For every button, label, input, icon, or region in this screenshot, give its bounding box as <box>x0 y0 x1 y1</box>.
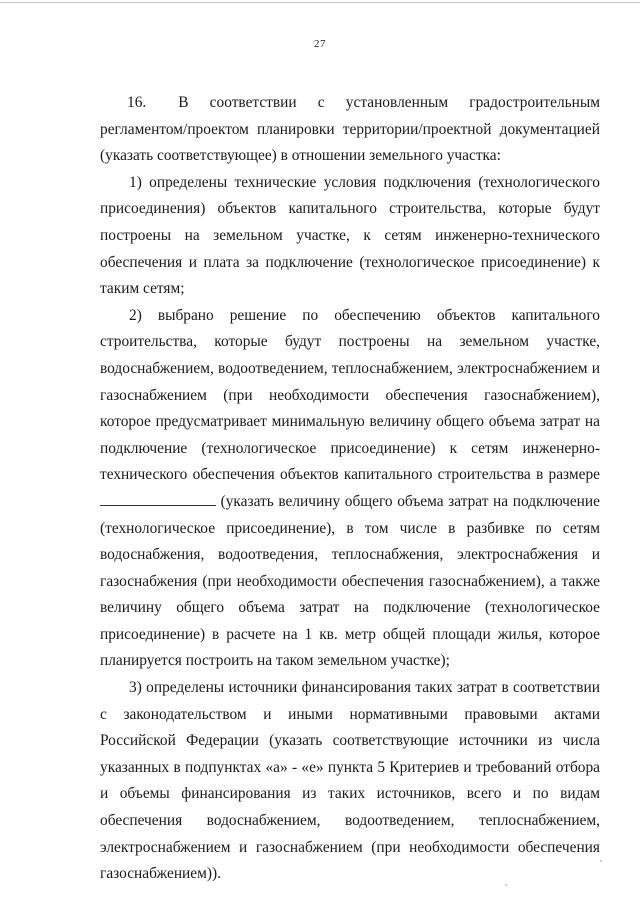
page-number: 27 <box>314 38 326 50</box>
item-1: 1) определены технические условия подключения (технологического присоединения) объектов капитального строительства, которые будут построены на земельном участке, к сетям инженерно-технического обеспечения и плата за подключение (технологическое присоединение) к таким сетям; <box>100 173 600 298</box>
paragraph-16-text: В соответствии с установленным градостроительным регламентом/проектом планировки территории/проектной документацией (указать соответствующее) в отношении земельного участка: <box>100 94 600 165</box>
item-3: 3) определены источники финансирования таких затрат в соответствии с законодательством и иными нормативными правовыми актами Российской Федерации (указать соответствующие источники из числа указанных в подпунктах «а» - «е» пункта 5 Критериев и требований отбора и объемы финансирования из таких источников, всего и по видам обеспечения водоснабжением, водоотведением, теплоснабжением, электроснабжением и газоснабжением (при необходимости обеспечения газоснабжением)). <box>100 679 600 883</box>
top-rule <box>0 2 640 3</box>
paragraph-number: 16. <box>127 94 147 111</box>
item-2-text-after-blank: (указать величину общего объема затрат на подключение (технологическое присоединение), в том числе в разбивке по сетям водоснабжения, водоотведения, теплоснабжения, электроснабжения и газоснабжения (при необходимости обеспечения газоснабжением), а также величину общего объема затрат на подключение (технологическое присоединение) в расчете на 1 кв. метр общей площади жилья, которое планируется построить на таком земельном участке); <box>100 492 600 670</box>
document-body <box>100 90 600 888</box>
item-2-text-before-blank: 2) выбрано решение по обеспечению объектов капитального строительства, которые будут построены на земельном участке, водоснабжением, водоотведением, теплоснабжением, электроснабжением и газоснабжением (при необходимости обеспечения газоснабжением), которое предусматривает минимальную величину общего объема затрат на подключение (технологическое присоединение) к сетям инженерно-технического обеспечения объектов капитального строительства в размере <box>100 306 600 484</box>
item-2 <box>100 303 600 675</box>
scan-speck <box>505 884 507 886</box>
paragraph-16 <box>100 90 600 170</box>
blank-fill-line <box>100 493 216 506</box>
scan-speck <box>600 860 602 862</box>
